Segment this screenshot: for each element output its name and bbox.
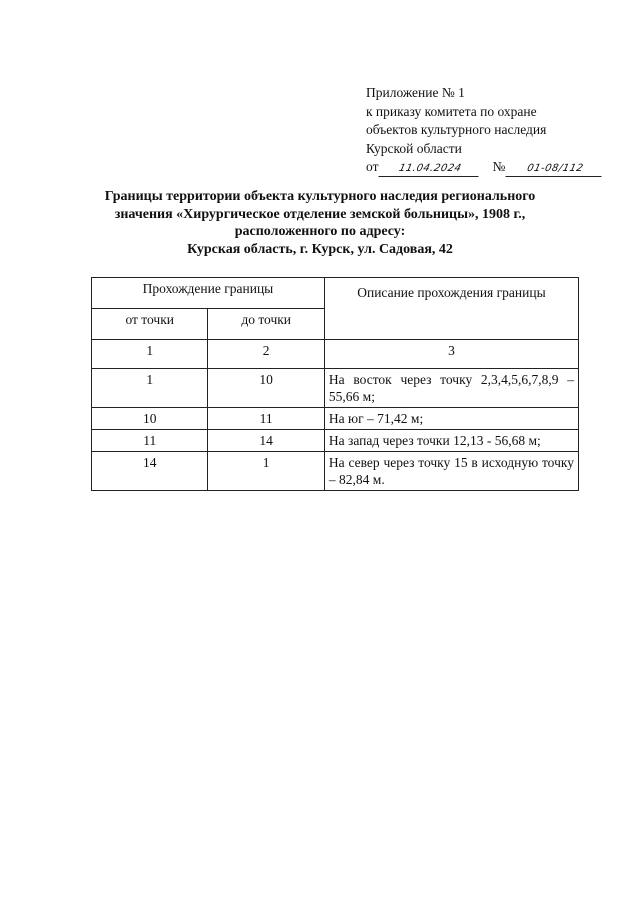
cell-from: 14	[92, 452, 208, 491]
table-row	[92, 408, 579, 430]
header-from-point: от точки	[92, 309, 208, 340]
handwritten-order-number: 01-08/112	[506, 162, 605, 177]
appendix-line: Курской области	[366, 140, 462, 156]
date-prefix: от	[366, 159, 379, 174]
column-number: 1	[92, 340, 208, 369]
boundary-table	[91, 277, 579, 491]
number-prefix: №	[492, 159, 506, 174]
document-title	[60, 188, 580, 258]
appendix-block	[366, 84, 603, 177]
column-number: 3	[324, 340, 578, 369]
cell-description: На запад через точки 12,13 - 56,68 м;	[324, 430, 578, 452]
appendix-line: объектов культурного наследия	[366, 122, 547, 137]
cell-to: 14	[208, 430, 324, 452]
cell-to: 11	[208, 408, 324, 430]
title-line: Границы территории объекта культурного наследия регионального	[104, 189, 536, 204]
column-number: 2	[208, 340, 324, 369]
appendix-line: Приложение № 1	[366, 85, 465, 100]
cell-description: На восток через точку 2,3,4,5,6,7,8,9 – 55,66 м;	[324, 369, 578, 408]
column-number-row	[92, 340, 579, 369]
table-row	[92, 452, 579, 491]
cell-description: На север через точку 15 в исходную точку – 82,84 м.	[324, 452, 578, 491]
order-date-number-row	[366, 158, 603, 177]
title-line: значения «Хирургическое отделение земской больницы», 1908 г.,	[114, 206, 526, 222]
title-line: Курская область, г. Курск, ул. Садовая, 42	[187, 241, 453, 257]
table-row	[92, 430, 579, 452]
cell-to: 10	[208, 369, 324, 408]
header-description: Описание прохождения границы	[324, 278, 578, 340]
title-line: расположенного по адресу:	[234, 224, 406, 239]
cell-from: 1	[92, 369, 208, 408]
header-boundary-passage: Прохождение границы	[92, 278, 325, 309]
table-row	[92, 369, 579, 408]
cell-from: 11	[92, 430, 208, 452]
cell-from: 10	[92, 408, 208, 430]
handwritten-date: 11.04.2024	[379, 162, 482, 177]
header-to-point: до точки	[208, 309, 324, 340]
cell-to: 1	[208, 452, 324, 491]
table-header-row	[92, 278, 579, 309]
appendix-line: к приказу комитета по охране	[366, 103, 537, 119]
cell-description: На юг – 71,42 м;	[324, 408, 578, 430]
